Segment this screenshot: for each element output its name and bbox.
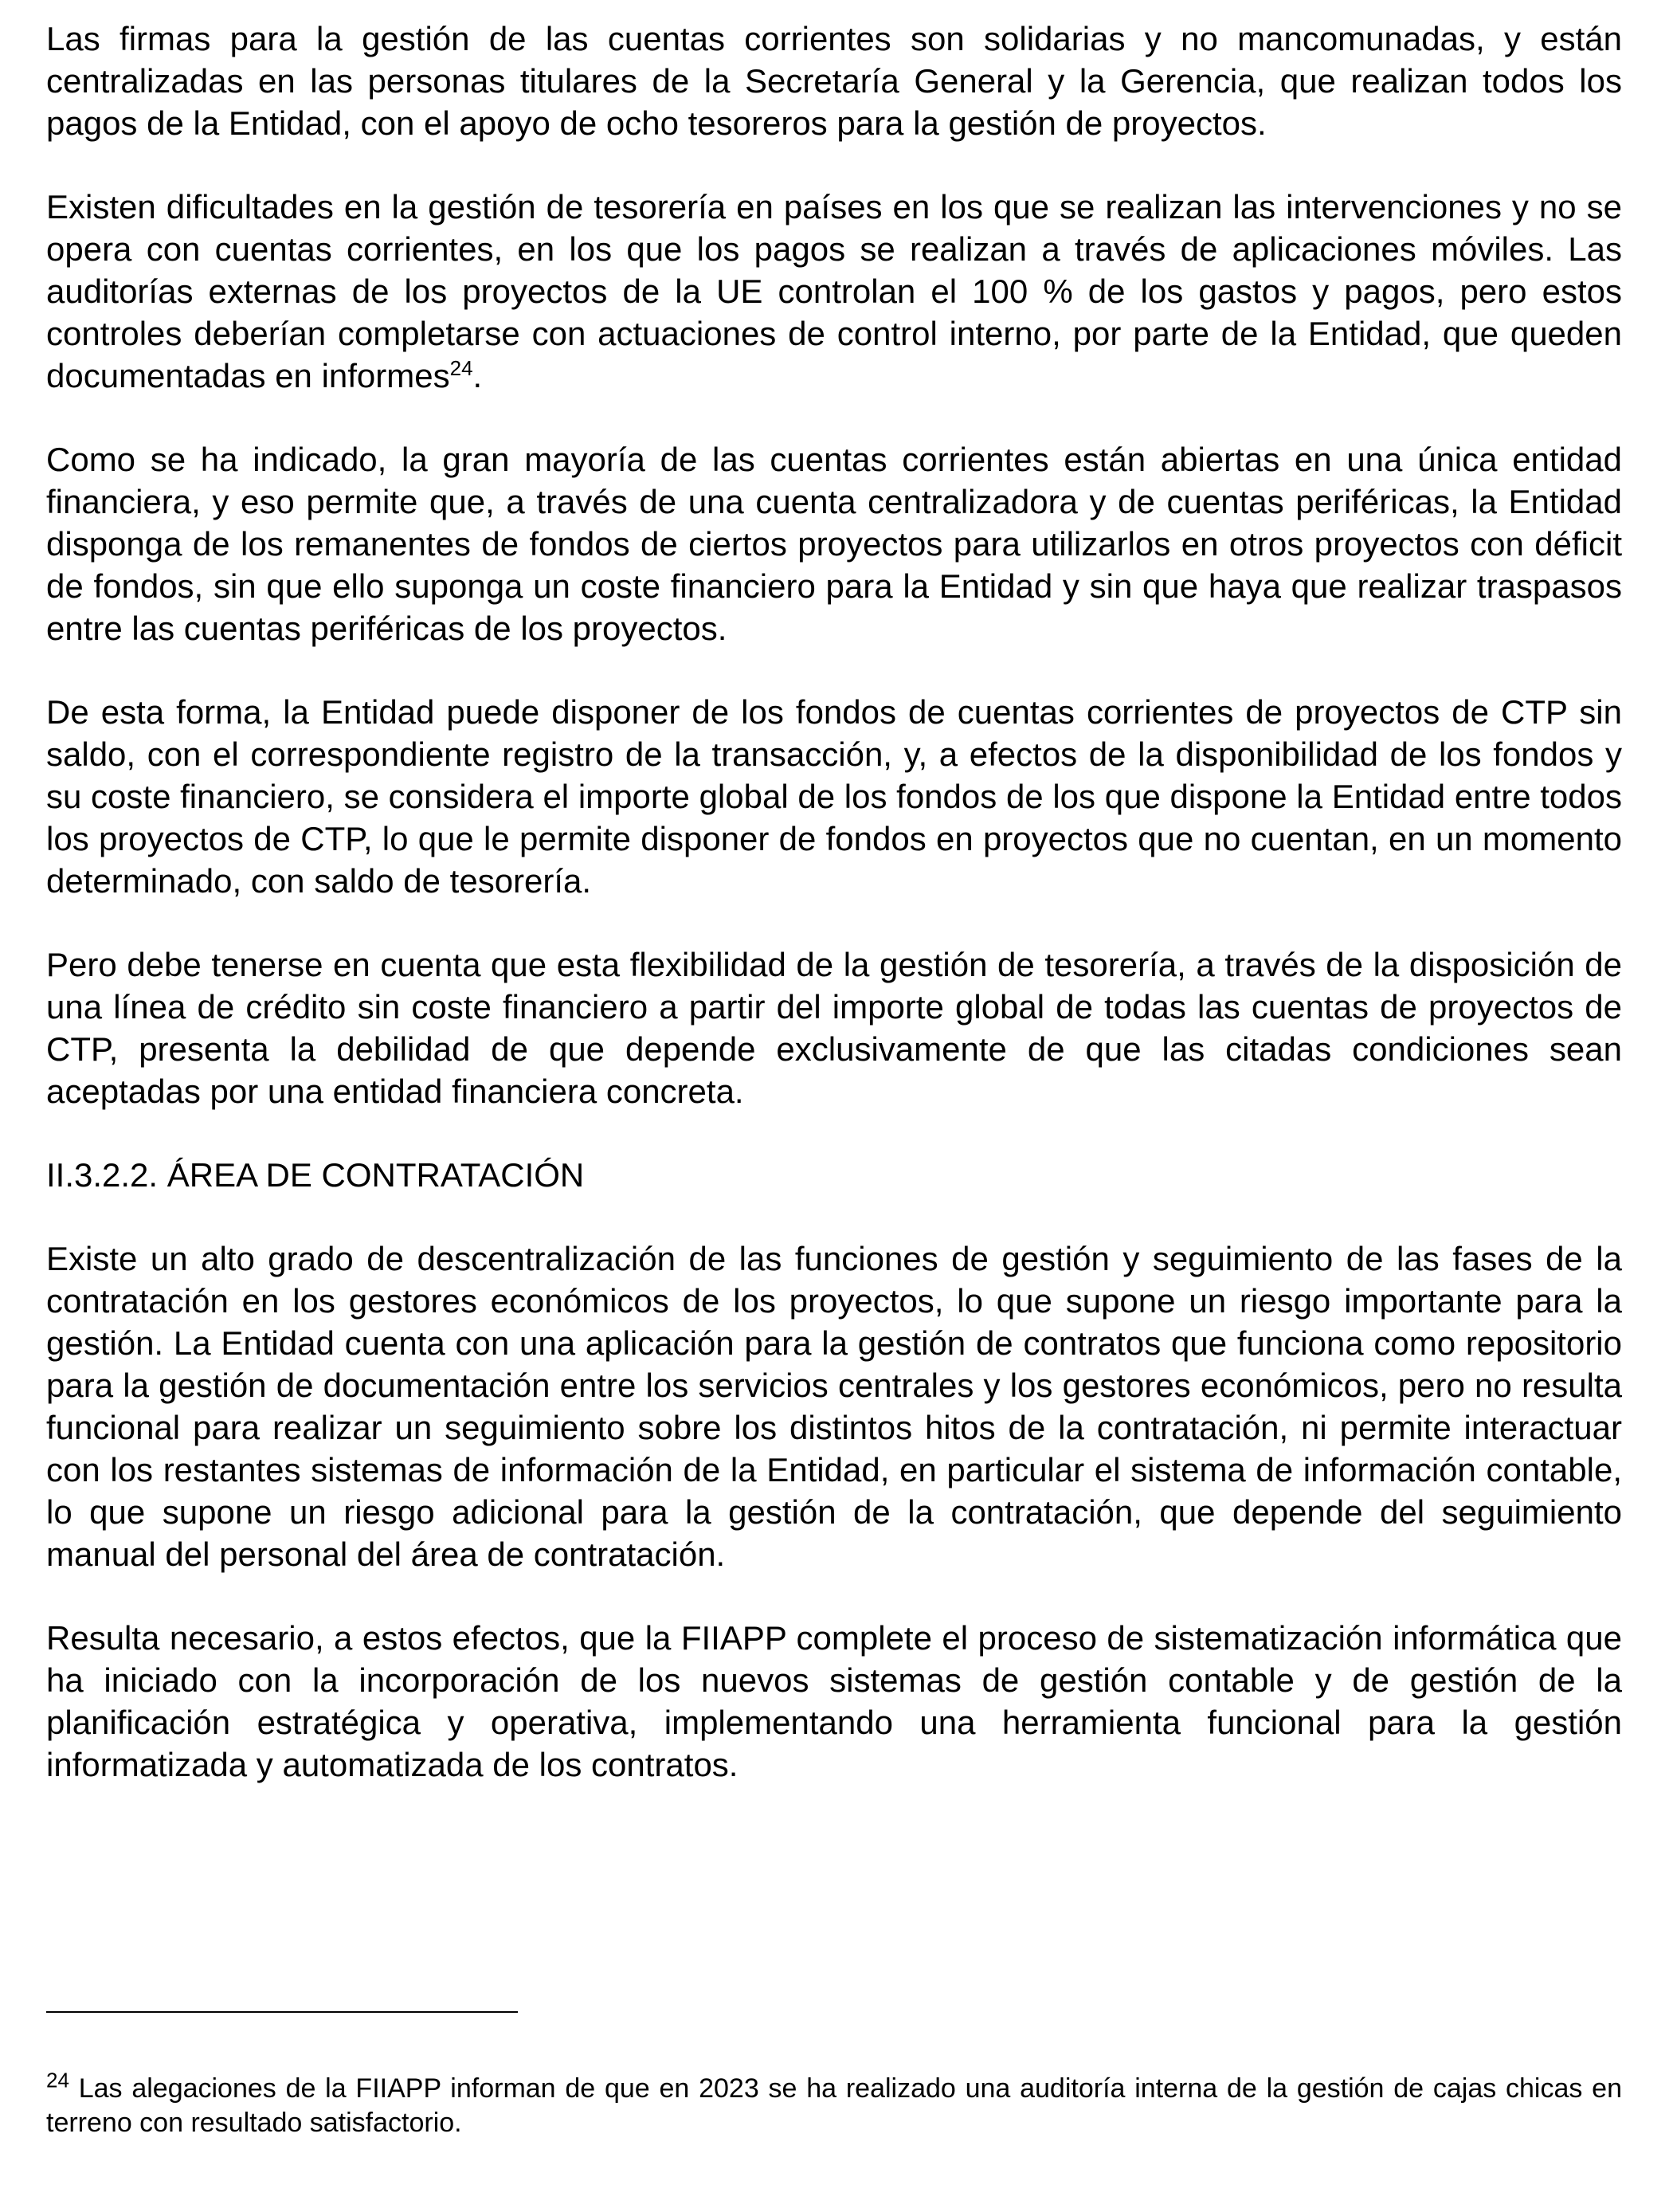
footnote-number: 24 [46, 2068, 69, 2092]
footnote-text: Las alegaciones de la FIIAPP informan de que en 2023 se ha realizado una auditoría interna de la gestión de cajas chicas en terreno con resultado satisfactorio. [46, 2073, 1622, 2138]
footnote-separator [46, 2011, 518, 2013]
paragraph-systematization: Resulta necesario, a estos efectos, que la FIIAPP complete el proceso de sistematización informática que ha iniciado con la incorporación de los nuevos sistemas de gestión contable y de gestión de la planificación estratégica y operativa, implementando una herramienta funcional para la gestión informatizada y automatizada de los contratos. [46, 1619, 1622, 1783]
paragraph-credit-line-weakness: Pero debe tenerse en cuenta que esta flexibilidad de la gestión de tesorería, a través de la disposición de una línea de crédito sin coste financiero a partir del importe global de todas las cuentas de proyectos de CTP, presenta la debilidad de que depende exclusivamente de que las citadas condiciones sean aceptadas por una entidad financiera concreta. [46, 946, 1622, 1110]
footnote [46, 2068, 1622, 2140]
paragraph-decentralization: Existe un alto grado de descentralización de las funciones de gestión y seguimiento de las fases de la contratación en los gestores económicos de los proyectos, lo que supone un riesgo importante para la gestión. La Entidad cuenta con una aplicación para la gestión de contratos que funciona como repositorio para la gestión de documentación entre los servicios centrales y los gestores económicos, pero no resulta funcional para realizar un seguimiento sobre los distintos hitos de la contratación, ni permite interactuar con los restantes sistemas de información de la Entidad, en particular el sistema de información contable, lo que supone un riesgo adicional para la gestión de la contratación, que depende del seguimiento manual del personal del área de contratación. [46, 1240, 1622, 1573]
paragraph-centralizing-account: Como se ha indicado, la gran mayoría de las cuentas corrientes están abiertas en una única entidad financiera, y eso permite que, a través de una cuenta centralizadora y de cuentas periféricas, la Entidad disponga de los remanentes de fondos de ciertos proyectos para utilizarlos en otros proyectos con déficit de fondos, sin que ello suponga un coste financiero para la Entidad y sin que haya que realizar traspasos entre las cuentas periféricas de los proyectos. [46, 441, 1622, 647]
section-heading: II.3.2.2. ÁREA DE CONTRATACIÓN [46, 1156, 585, 1194]
paragraph-signatures: Las firmas para la gestión de las cuentas corrientes son solidarias y no mancomunadas, y están centralizadas en las personas titulares de la Secretaría General y la Gerencia, que realizan todos los pagos de la Entidad, con el apoyo de ocho tesoreros para la gestión de proyectos. [46, 20, 1622, 142]
paragraph-treasury-tail: . [472, 357, 483, 394]
footnote-reference[interactable]: 24 [449, 356, 473, 380]
paragraph-ctp-funds: De esta forma, la Entidad puede disponer de los fondos de cuentas corrientes de proyectos de CTP sin saldo, con el correspondiente registro de la transacción, y, a efectos de la disponibilidad de los fondos y su coste financiero, se considera el importe global de los fondos de los que dispone la Entidad entre todos los proyectos de CTP, lo que le permite disponer de fondos en proyectos que no cuentan, en un momento determinado, con saldo de tesorería. [46, 693, 1622, 900]
document-body [46, 18, 1622, 1827]
paragraph-treasury-difficulties [46, 186, 1622, 397]
paragraph-treasury-text: Existen dificultades en la gestión de tesorería en países en los que se realizan las intervenciones y no se opera con cuentas corrientes, en los que los pagos se realizan a través de aplicaciones móviles. Las auditorías externas de los proyectos de la UE controlan el 100 % de los gastos y pagos, pero estos controles deberían completarse con actuaciones de control interno, por parte de la Entidad, que queden documentadas en informes [46, 188, 1622, 394]
